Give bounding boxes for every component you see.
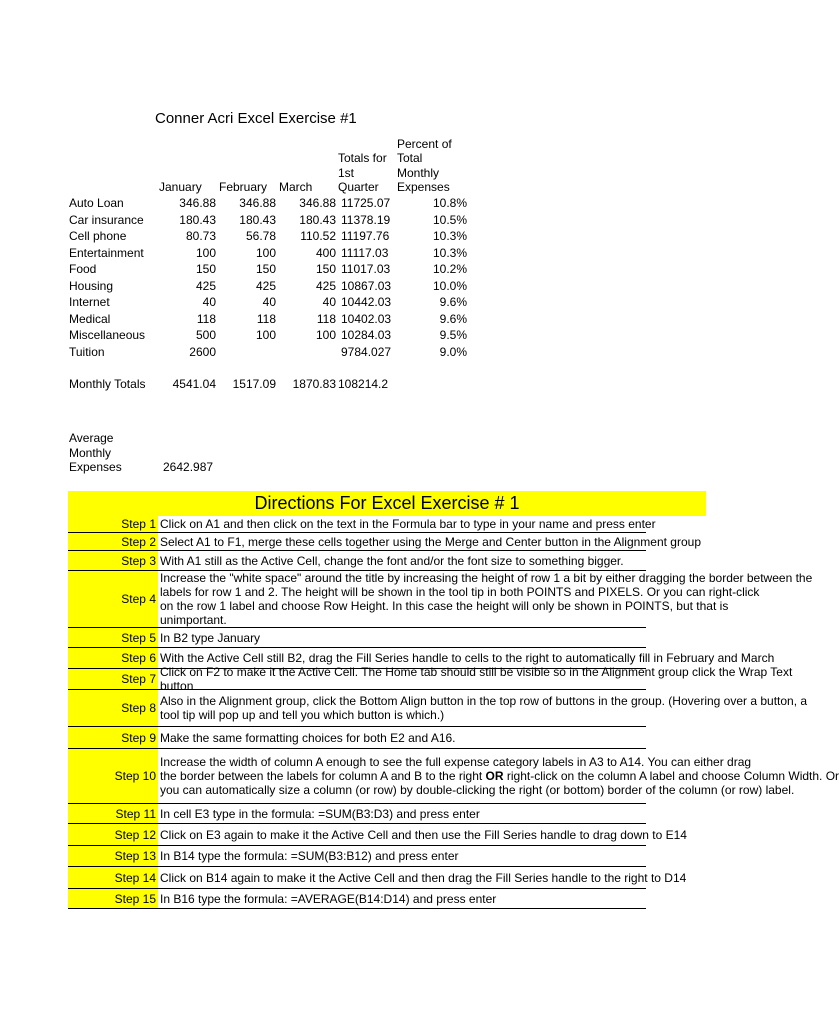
expense-percent[interactable]: 10.0% bbox=[432, 278, 467, 293]
step-text-line: Click on E3 again to make it the Active Cell and then use the Fill Series handle to drag down to E14 bbox=[160, 827, 687, 842]
expense-label[interactable]: Internet bbox=[69, 295, 110, 309]
expense-percent[interactable]: 10.3% bbox=[432, 245, 467, 260]
step-text bbox=[160, 690, 808, 726]
expense-mar[interactable]: 346.88 bbox=[299, 196, 336, 210]
step-label: Step 13 bbox=[68, 846, 158, 866]
step-row[interactable] bbox=[68, 664, 793, 693]
expense-total[interactable]: 10284.03 bbox=[341, 328, 392, 342]
expense-jan[interactable]: 100 bbox=[195, 245, 216, 260]
step-text-line: tool tip will pop up and tell you which button is which.) bbox=[160, 708, 445, 722]
expense-total[interactable]: 11117.03 bbox=[341, 245, 389, 260]
step-row[interactable] bbox=[68, 533, 701, 551]
expense-percent[interactable]: 9.5% bbox=[439, 328, 467, 342]
expense-percent[interactable]: 10.3% bbox=[432, 229, 467, 243]
expense-feb[interactable]: 100 bbox=[255, 328, 276, 342]
expense-feb[interactable]: 118 bbox=[256, 311, 276, 326]
expense-label[interactable]: Tuition bbox=[69, 344, 105, 359]
step-row[interactable] bbox=[68, 628, 646, 648]
step-text bbox=[160, 824, 687, 845]
step-row[interactable] bbox=[68, 824, 687, 846]
step-text-line: the border between the labels for column A and B to the right OR right-click on the column A label and choose Column Width. Or bbox=[160, 768, 839, 783]
step-label: Step 12 bbox=[68, 824, 158, 845]
expense-mar[interactable]: 40 bbox=[322, 295, 336, 309]
step-row[interactable] bbox=[68, 551, 646, 571]
step-row[interactable] bbox=[68, 889, 646, 909]
header-totals-line: Quarter bbox=[338, 180, 379, 194]
expense-total[interactable]: 10442.03 bbox=[341, 295, 392, 309]
average-value[interactable]: 2642.987 bbox=[163, 460, 214, 474]
step-text bbox=[160, 804, 646, 823]
step-label: Step 9 bbox=[68, 727, 158, 748]
expense-total[interactable]: 10402.03 bbox=[341, 311, 392, 326]
expense-jan[interactable]: 40 bbox=[202, 295, 216, 309]
step-text bbox=[160, 628, 646, 647]
step-text-line: Make the same formatting choices for both E2 and A16. bbox=[160, 730, 456, 745]
step-text-line: on the row 1 label and choose Row Height. In this case the height will only be shown in POINTS, but that is bbox=[160, 599, 729, 613]
step-text-line: With the Active Cell still B2, drag the Fill Series handle to cells to the right to automatically fill in February and March bbox=[160, 651, 775, 665]
step-label: Step 3 bbox=[68, 551, 158, 570]
step-text-line: you can automatically size a column (or row) by double-clicking the right (or bottom) border of the column (or row) label. bbox=[160, 783, 795, 798]
expense-label[interactable]: Medical bbox=[69, 311, 111, 326]
expense-percent[interactable]: 10.8% bbox=[432, 196, 467, 210]
step-label: Step 2 bbox=[68, 533, 158, 550]
header-percent-line: Expenses bbox=[397, 180, 450, 194]
expense-jan[interactable]: 180.43 bbox=[179, 212, 216, 227]
expense-total[interactable]: 10867.03 bbox=[341, 278, 392, 293]
step-text bbox=[160, 516, 656, 532]
header-february[interactable]: February bbox=[219, 180, 268, 194]
step-row[interactable] bbox=[68, 749, 839, 804]
monthly-totals-feb[interactable]: 1517.09 bbox=[232, 377, 276, 391]
expense-mar[interactable]: 400 bbox=[315, 245, 336, 260]
expense-label[interactable]: Entertainment bbox=[69, 245, 144, 260]
step-text-line: Increase the width of column A enough to see the full expense category labels in A3 to A14. You can either drag bbox=[160, 754, 752, 769]
monthly-totals-label[interactable]: Monthly Totals bbox=[69, 377, 146, 391]
step-text-line: Click on B14 again to make it the Active Cell and then drag the Fill Series handle to the right to D14 bbox=[160, 870, 687, 885]
step-text-line: unimportant. bbox=[160, 613, 227, 628]
expense-total[interactable]: 11197.76 bbox=[341, 229, 390, 243]
expense-label[interactable]: Housing bbox=[69, 278, 114, 293]
step-label: Step 11 bbox=[68, 804, 158, 823]
step-text-line: labels for row 1 and 2. The height will be shown in the tool tip in both POINTS and PIXELS. Or you can right-click bbox=[160, 584, 760, 599]
expense-feb[interactable]: 150 bbox=[255, 262, 276, 276]
header-totals-line: Totals for bbox=[338, 151, 387, 165]
monthly-totals-mar[interactable]: 1870.83 bbox=[292, 377, 336, 391]
expense-jan[interactable]: 80.73 bbox=[185, 229, 216, 243]
step-label: Step 15 bbox=[68, 889, 158, 908]
directions-header[interactable] bbox=[68, 491, 706, 516]
step-label: Step 7 bbox=[68, 669, 158, 689]
step-row[interactable] bbox=[68, 570, 813, 628]
step-text bbox=[160, 727, 646, 748]
step-text bbox=[160, 867, 687, 888]
expense-label[interactable]: Cell phone bbox=[69, 229, 127, 243]
step-label: Step 8 bbox=[68, 690, 158, 726]
expense-jan[interactable]: 150 bbox=[195, 262, 216, 276]
step-text-line: In B16 type the formula: =AVERAGE(B14:D14) and press enter bbox=[160, 891, 497, 906]
expense-label[interactable]: Food bbox=[69, 262, 97, 276]
expense-feb[interactable]: 40 bbox=[262, 295, 276, 309]
step-row[interactable] bbox=[68, 516, 656, 533]
expense-percent[interactable]: 10.5% bbox=[432, 212, 467, 227]
header-percent-line: Percent of bbox=[397, 136, 452, 151]
header-january[interactable]: January bbox=[159, 180, 202, 194]
step-text-line: Click on F2 to make it the Active Cell. The Home tab should still be visible so in the Alignment group click the Wrap Text bbox=[160, 664, 793, 679]
expense-jan[interactable]: 2600 bbox=[189, 344, 216, 359]
monthly-totals-total[interactable]: 108214.2 bbox=[338, 377, 389, 391]
step-row[interactable] bbox=[68, 727, 646, 749]
expense-mar[interactable]: 100 bbox=[315, 328, 336, 342]
expense-jan[interactable]: 118 bbox=[196, 311, 216, 326]
expense-total[interactable]: 11378.19 bbox=[341, 212, 391, 227]
header-percent-line: Monthly bbox=[397, 165, 440, 180]
step-label: Step 6 bbox=[68, 648, 158, 668]
step-text-line: In cell E3 type in the formula: =SUM(B3:D3) and press enter bbox=[160, 806, 480, 821]
step-label: Step 5 bbox=[68, 628, 158, 647]
step-row[interactable] bbox=[68, 846, 646, 867]
step-text bbox=[160, 846, 646, 866]
step-row[interactable] bbox=[68, 867, 687, 889]
expense-feb[interactable]: 100 bbox=[255, 245, 276, 260]
expense-label[interactable]: Auto Loan bbox=[69, 196, 124, 210]
expense-feb[interactable]: 180.43 bbox=[239, 212, 276, 227]
step-text-line: Also in the Alignment group, click the Bottom Align button in the top row of buttons in the group. (Hovering over a button, a bbox=[160, 693, 808, 708]
expense-jan[interactable]: 425 bbox=[195, 278, 216, 293]
expense-mar[interactable]: 180.43 bbox=[299, 212, 336, 227]
step-text bbox=[160, 664, 793, 693]
step-text-line: In B14 type the formula: =SUM(B3:B12) and press enter bbox=[160, 849, 459, 863]
step-text-line: In B2 type January bbox=[160, 630, 261, 645]
step-text-line: Increase the "white space" around the title by increasing the height of row 1 a bit by either dragging the border between the bbox=[160, 570, 813, 585]
expense-label[interactable]: Miscellaneous bbox=[69, 328, 146, 342]
expense-label[interactable]: Car insurance bbox=[69, 212, 144, 227]
monthly-totals-jan[interactable]: 4541.04 bbox=[172, 377, 216, 391]
step-row[interactable] bbox=[68, 804, 646, 824]
step-text bbox=[160, 749, 839, 803]
expense-jan[interactable]: 346.88 bbox=[179, 196, 216, 210]
average-label-line[interactable]: Monthly bbox=[69, 445, 112, 460]
expense-feb[interactable]: 346.88 bbox=[239, 196, 276, 210]
expense-percent[interactable]: 9.0% bbox=[439, 344, 467, 359]
step-text bbox=[160, 889, 646, 908]
step-text-line: Click on A1 and then click on the text in the Formula bar to type in your name and press enter bbox=[160, 517, 656, 531]
step-label: Step 1 bbox=[68, 516, 158, 532]
step-text bbox=[160, 551, 646, 570]
expense-jan[interactable]: 500 bbox=[195, 328, 216, 342]
step-label: Step 4 bbox=[68, 571, 158, 627]
expense-percent[interactable]: 10.2% bbox=[432, 262, 467, 276]
average-label-line[interactable]: Average bbox=[69, 431, 114, 445]
expense-percent[interactable]: 9.6% bbox=[439, 311, 467, 326]
directions-title: Directions For Excel Exercise # 1 bbox=[254, 493, 520, 513]
directions-table bbox=[68, 516, 839, 909]
header-totals-line: 1st bbox=[338, 165, 355, 180]
expense-feb[interactable]: 425 bbox=[255, 278, 276, 293]
step-label: Step 10 bbox=[68, 749, 158, 803]
expense-total[interactable]: 9784.027 bbox=[341, 344, 392, 359]
step-text-line: button bbox=[160, 679, 194, 693]
sheet-title[interactable]: Conner Acri Excel Exercise #1 bbox=[155, 110, 357, 127]
step-text bbox=[160, 570, 813, 628]
expense-mar[interactable]: 110.52 bbox=[300, 229, 336, 243]
expense-total[interactable]: 11725.07 bbox=[341, 196, 391, 210]
header-march[interactable]: March bbox=[279, 180, 313, 194]
expense-total[interactable]: 11017.03 bbox=[341, 262, 391, 276]
expense-percent[interactable]: 9.6% bbox=[439, 295, 467, 309]
step-row[interactable] bbox=[68, 690, 808, 727]
step-text bbox=[160, 533, 701, 550]
header-percent-line: Total bbox=[397, 151, 423, 165]
step-text-line: With A1 still as the Active Cell, change the font and/or the font size to something bigger. bbox=[160, 553, 624, 568]
step-text-line: Select A1 to F1, merge these cells together using the Merge and Center button in the Alignment group bbox=[160, 534, 701, 549]
average-label-line[interactable]: Expenses bbox=[69, 460, 122, 474]
step-label: Step 14 bbox=[68, 867, 158, 888]
expense-mar[interactable]: 150 bbox=[315, 262, 336, 276]
expense-mar[interactable]: 118 bbox=[316, 311, 336, 326]
expense-feb[interactable]: 56.78 bbox=[245, 229, 276, 243]
expense-mar[interactable]: 425 bbox=[315, 278, 336, 293]
